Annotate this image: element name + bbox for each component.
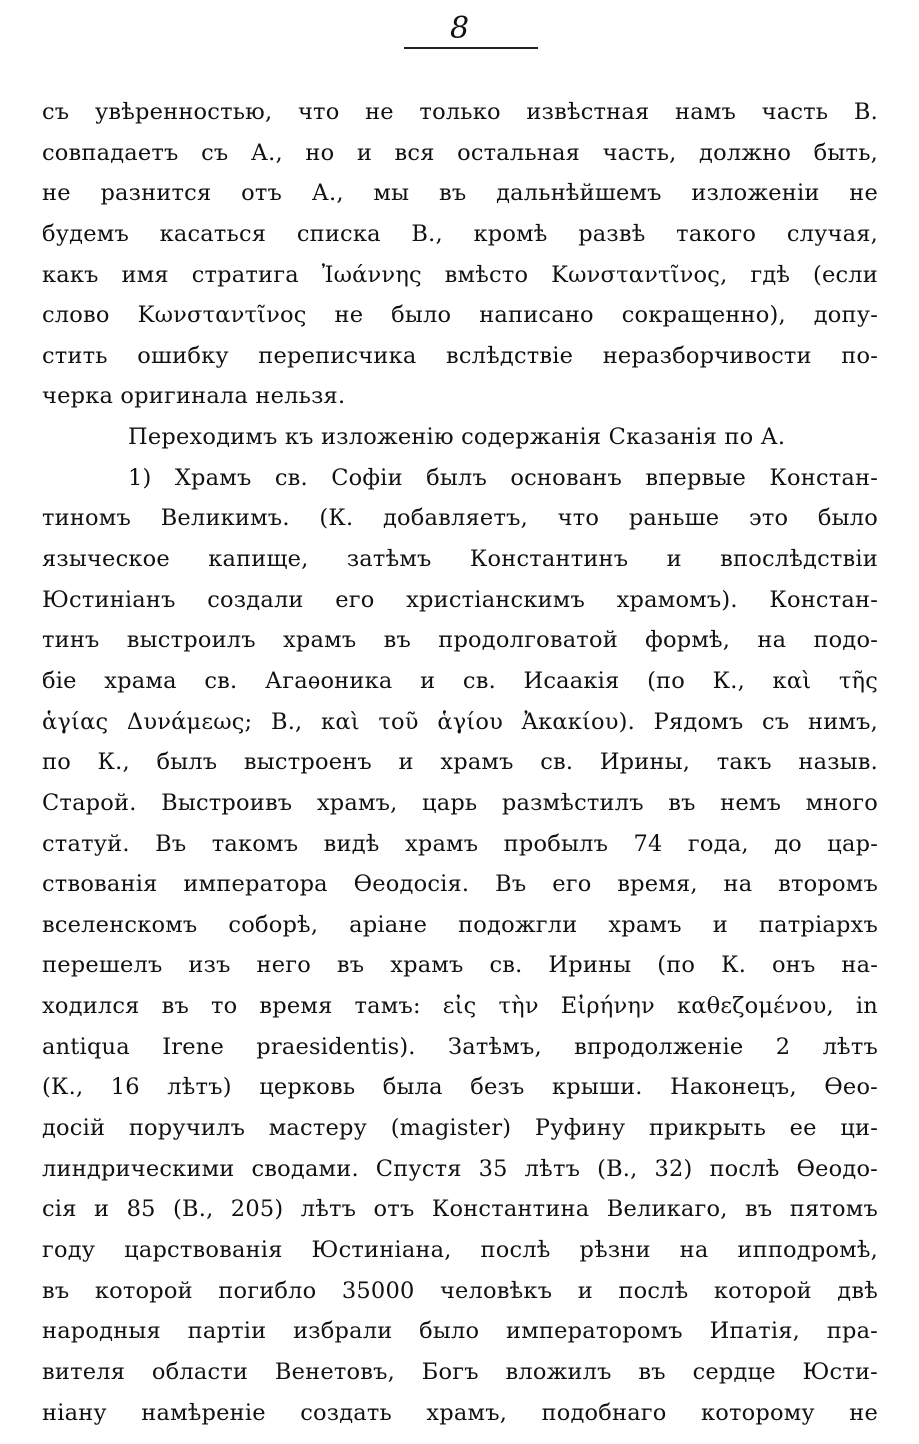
text-line: досій поручилъ мастеру (magister) Руфину прикрыть ее ци- (42, 1115, 878, 1142)
page-number-rule (404, 47, 538, 49)
text-line: въ которой погибло 35000 человѣкъ и послѣ которой двѣ (42, 1277, 878, 1304)
text-line: ходился въ то время тамъ: εἰς τὴν Εἰρήνην καθεζομένου, in (42, 993, 878, 1020)
text-line: языческое капище, затѣмъ Константинъ и впослѣдствіи (42, 546, 878, 573)
text-line: перешелъ изъ него въ храмъ св. Ирины (по К. онъ на- (42, 952, 878, 979)
text-line: (К., 16 лѣтъ) церковь была безъ крыши. Наконецъ, Ѳео- (42, 1074, 878, 1101)
text-line: Переходимъ къ изложенію содержанія Сказанія по А. (128, 424, 786, 451)
text-line: 1) Храмъ св. Софіи былъ основанъ впервые Констан- (128, 464, 878, 491)
text-line: Юстиніанъ создали его христіанскимъ храмомъ). Констан- (42, 586, 878, 613)
text-line: тиномъ Великимъ. (К. добавляетъ, что раньше это было (42, 505, 878, 532)
text-line: народныя партіи избрали было императоромъ Ипатія, пра- (42, 1318, 878, 1345)
text-line: совпадаетъ съ А., но и вся остальная часть, должно быть, (42, 139, 878, 166)
text-line: ἁγίας Δυνάμεως; В., καὶ τοῦ ἁγίου Ἀκακίου). Рядомъ съ нимъ, (42, 708, 878, 735)
text-line: antiqua Irene praesidentis). Затѣмъ, впродолженіе 2 лѣтъ (42, 1033, 878, 1060)
text-line: Старой. Выстроивъ храмъ, царь размѣстилъ въ немъ много (42, 789, 878, 816)
page-number: 8 (449, 11, 470, 46)
text-line: вселенскомъ соборѣ, аріане подожгли храмъ и патріархъ (42, 911, 878, 938)
text-line: по К., былъ выстроенъ и храмъ св. Ирины, такъ назыв. (42, 749, 878, 776)
text-line: тинъ выстроилъ храмъ въ продолговатой формѣ, на подо- (42, 627, 878, 654)
text-line: сія и 85 (В., 205) лѣтъ отъ Константина Великаго, въ пятомъ (42, 1196, 878, 1223)
text-line: линдрическими сводами. Спустя 35 лѣтъ (В., 32) послѣ Ѳеодо- (42, 1155, 878, 1182)
text-line: стить ошибку переписчика вслѣдствіе неразборчивости по- (42, 342, 878, 369)
text-line: ніану намѣреніе создать храмъ, подобнаго которому не (42, 1399, 878, 1426)
text-line: году царствованія Юстиніана, послѣ рѣзни на ипподромѣ, (42, 1236, 878, 1263)
text-line: слово Κωνσταντῖνος не было написано сокращенно), допу- (42, 302, 878, 329)
text-line: статуй. Въ такомъ видѣ храмъ пробылъ 74 года, до цар- (42, 830, 878, 857)
text-line: какъ имя стратига Ἰωάννης вмѣсто Κωνσταντῖνος, гдѣ (если (42, 261, 878, 288)
text-line: ствованія императора Ѳеодосія. Въ его время, на второмъ (42, 871, 878, 898)
page-body (42, 92, 878, 1433)
text-line: будемъ касаться списка В., кромѣ развѣ такого случая, (42, 220, 878, 247)
text-line: біе храма св. Агаѳоника и св. Исаакія (по К., καὶ τῆς (42, 667, 878, 694)
text-line: не разнится отъ А., мы въ дальнѣйшемъ изложеніи не (42, 180, 878, 207)
text-line: съ увѣренностью, что не только извѣстная намъ часть В. (42, 99, 878, 125)
text-line: вителя области Венетовъ, Богъ вложилъ въ сердце Юсти- (42, 1358, 878, 1385)
text-line: черка оригинала нельзя. (42, 383, 346, 410)
